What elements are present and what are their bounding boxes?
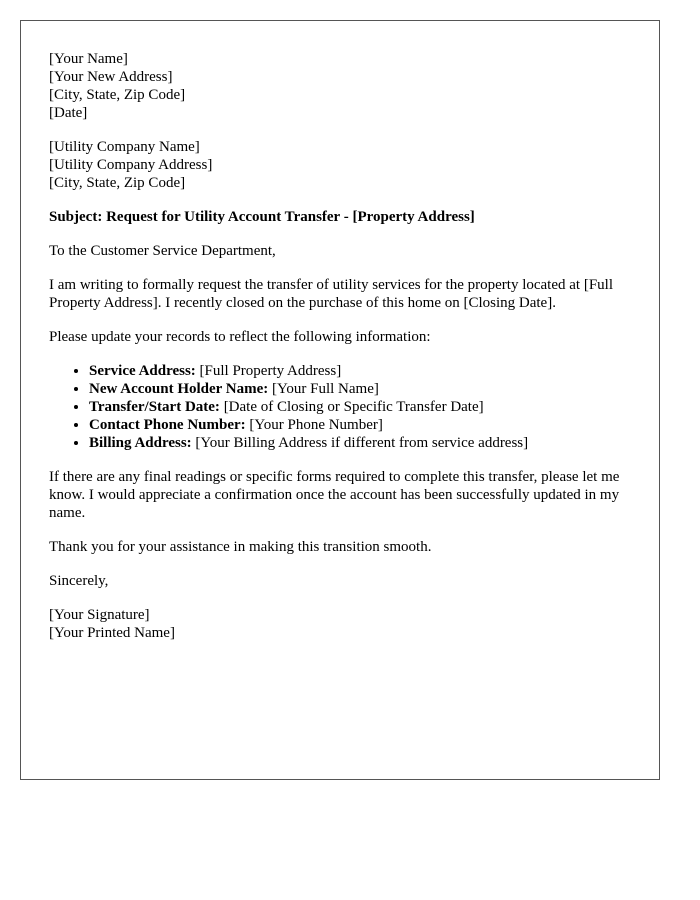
closing-request-paragraph: If there are any final readings or specific forms required to complete this transfer, please let me know. I would appreciate a confirmation once the account has been successfully updated in my name.: [49, 469, 620, 521]
recipient-company-name: [Utility Company Name]: [49, 139, 200, 155]
list-item-value: [Your Billing Address if different from service address]: [195, 435, 529, 451]
salutation: To the Customer Service Department,: [49, 243, 276, 259]
recipient-company-address: [Utility Company Address]: [49, 157, 213, 173]
list-item-label: New Account Holder Name:: [89, 381, 269, 397]
subject-line: Subject: Request for Utility Account Transfer - [Property Address]: [49, 209, 475, 225]
info-list: [49, 362, 631, 452]
list-item-value: [Your Phone Number]: [249, 417, 383, 433]
sender-city-state-zip: [City, State, Zip Code]: [49, 87, 186, 103]
list-item-label: Service Address:: [89, 363, 196, 379]
sender-name: [Your Name]: [49, 51, 128, 67]
printed-name: [Your Printed Name]: [49, 625, 175, 641]
signature-block: [49, 606, 631, 642]
list-item-contact-phone: [89, 416, 631, 434]
list-item-label: Transfer/Start Date:: [89, 399, 220, 415]
list-item-billing-address: [89, 434, 631, 452]
letter-page: [20, 20, 660, 780]
list-item-label: Contact Phone Number:: [89, 417, 246, 433]
list-item-label: Billing Address:: [89, 435, 192, 451]
list-item-service-address: [89, 362, 631, 380]
sender-block: [49, 50, 631, 122]
list-item-value: [Your Full Name]: [272, 381, 379, 397]
signature: [Your Signature]: [49, 607, 150, 623]
list-item-account-holder: [89, 380, 631, 398]
list-item-value: [Date of Closing or Specific Transfer Date]: [223, 399, 484, 415]
recipient-block: [49, 138, 631, 192]
letter-date: [Date]: [49, 105, 88, 121]
list-item-value: [Full Property Address]: [199, 363, 342, 379]
recipient-city-state-zip: [City, State, Zip Code]: [49, 175, 186, 191]
update-intro-paragraph: Please update your records to reflect the following information:: [49, 329, 431, 345]
closing-salutation: Sincerely,: [49, 573, 109, 589]
list-item-transfer-date: [89, 398, 631, 416]
thanks-paragraph: Thank you for your assistance in making this transition smooth.: [49, 539, 432, 555]
intro-paragraph: I am writing to formally request the transfer of utility services for the property located at [Full Property Address]. I recently closed on the purchase of this home on [Closing Date].: [49, 277, 613, 311]
sender-address: [Your New Address]: [49, 69, 173, 85]
